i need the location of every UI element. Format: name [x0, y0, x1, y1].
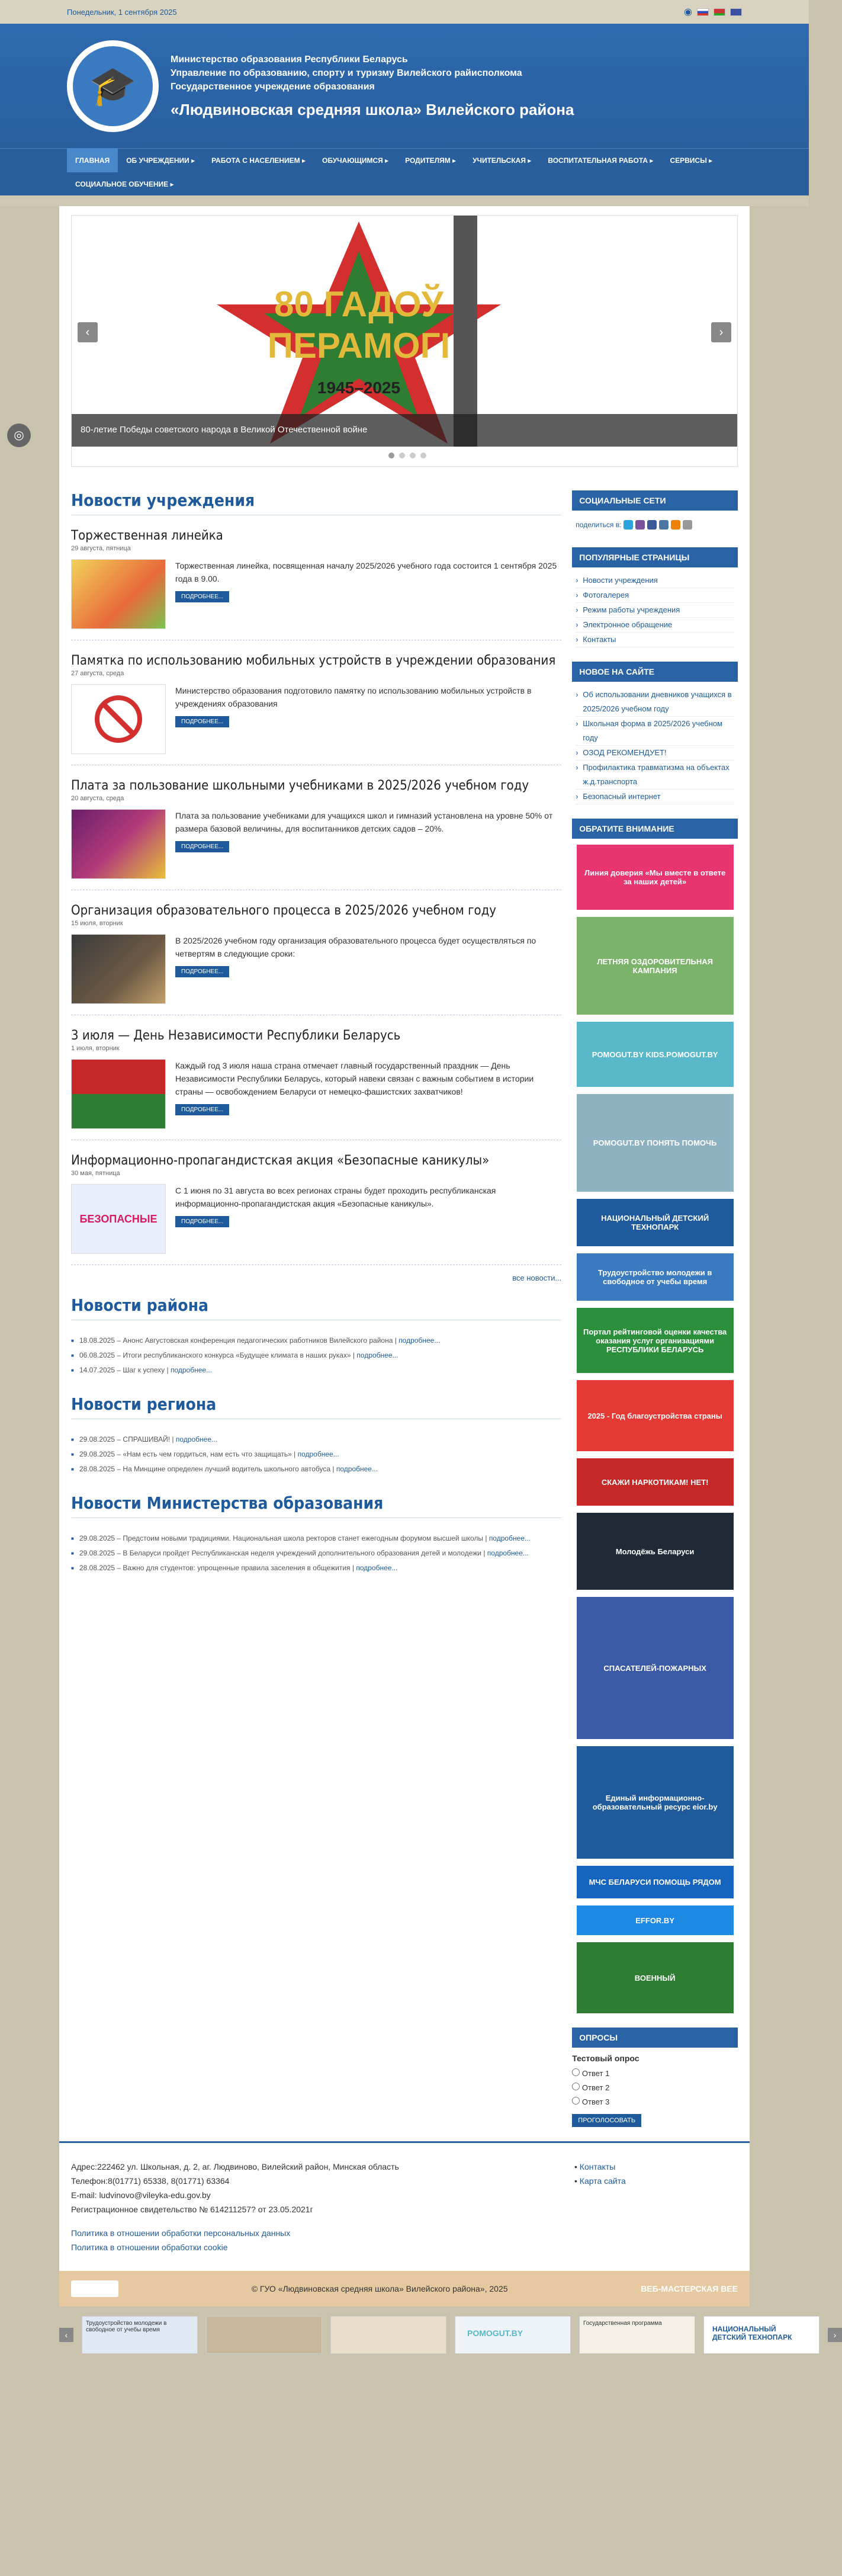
read-more-button[interactable]: ПОДРОБНЕЕ... — [175, 591, 229, 602]
list-item: ■ 18.08.2025 – Анонс Августовская конференция педагогических работников Вилейского района | подробнее... — [71, 1333, 561, 1348]
news-thumbnail[interactable]: БЕЗОПАСНЫЕ — [71, 1184, 166, 1254]
attention-banner[interactable]: POMOGUT.BY KIDS.POMOGUT.BY — [577, 1022, 734, 1087]
district-news-list — [71, 1333, 561, 1378]
news-date: 30 мая, пятница — [71, 1170, 120, 1177]
footer-registration: Регистрационное свидетельство № 614211257? от 23.05.2021г — [71, 2205, 313, 2214]
news-text: Плата за пользование учебниками для учащихся школ и гимназий установлена на уровне 50% от размера базовой величины, для воспитанников детских садов – 20%. — [175, 811, 553, 833]
list-item: ■ 29.08.2025 – В Беларуси пройдет Республиканская неделя учреждений дополнительного образования детей и молодежи | подробнее... — [71, 1546, 561, 1561]
sidebar — [572, 490, 738, 2141]
nav-parents[interactable]: РОДИТЕЛЯМ ▸ — [405, 156, 457, 165]
news-text: Торжественная линейка, посвященная началу 2025/2026 учебного года состоится 1 сентября 2025 года в 9.00. — [175, 561, 557, 583]
telegram-icon[interactable] — [624, 520, 633, 530]
more-link[interactable]: подробнее... — [398, 1336, 441, 1345]
news-date: 27 августа, среда — [71, 670, 124, 677]
news-title[interactable]: 3 июля — День Независимости Республики Беларусь — [71, 1028, 401, 1043]
list-item: ■ 06.08.2025 – Итоги республиканского конкурса «Будущее климата в наших руках» | подробнее... — [71, 1348, 561, 1363]
news-thumbnail[interactable] — [71, 559, 166, 629]
more-link[interactable]: подробнее... — [487, 1549, 529, 1557]
news-text: С 1 июня по 31 августа во всех регионах страны будет проходить республиканская информационно-пропагандистская акция «Безопасные каникулы». — [175, 1186, 496, 1208]
news-title[interactable]: Организация образовательного процесса в 2025/2026 учебном году — [71, 903, 496, 918]
more-link[interactable]: подробнее... — [356, 1564, 398, 1572]
attention-banner[interactable]: Линия доверия «Мы вместе в ответе за наших детей» — [577, 845, 734, 910]
slider — [71, 215, 738, 467]
footer-email[interactable]: E-mail: ludvinovo@vileyka-edu.gov.by — [71, 2190, 211, 2200]
attention-banner[interactable]: ВОЕННЫЙ — [577, 1942, 734, 2013]
current-date: Понедельник, 1 сентября 2025 — [67, 7, 177, 17]
ministry-news-title: Новости Министерства образования — [71, 1493, 561, 1518]
popular-link[interactable]: › Электронное обращение — [576, 618, 734, 633]
read-more-button[interactable]: ПОДРОБНЕЕ... — [175, 1216, 229, 1227]
news-date: 29 августа, пятница — [71, 545, 131, 552]
news-text: Министерство образования подготовило памятку по использованию мобильных устройств в учреждениях образования — [175, 686, 532, 708]
content-wrapper — [59, 206, 750, 2141]
list-item: ■ 29.08.2025 – «Нам есть чем гордиться, нам есть что защищать» | подробнее... — [71, 1447, 561, 1462]
read-more-button[interactable]: ПОДРОБНЕЕ... — [175, 716, 229, 727]
more-link[interactable]: подробнее... — [297, 1450, 339, 1458]
new-link[interactable]: › ОЗОД РЕКОМЕНДУЕТ! — [576, 746, 734, 761]
footer-contacts-link[interactable]: • Контакты — [574, 2160, 626, 2174]
email-icon[interactable] — [683, 520, 692, 530]
carousel-item[interactable] — [330, 2316, 446, 2354]
header-line-1: Министерство образования Республики Беларусь — [171, 54, 408, 65]
list-item: ■ 14.07.2025 – Шаг к успеху | подробнее... — [71, 1363, 561, 1378]
news-item — [71, 528, 561, 640]
school-logo[interactable] — [67, 40, 159, 132]
slide-caption[interactable]: 80-летие Победы советского народа в Великой Отечественной войне — [72, 414, 737, 447]
news-thumbnail[interactable] — [71, 1059, 166, 1129]
footer-address: Адрес:222462 ул. Школьная, д. 2, аг. Людвиново, Вилейский район, Минская область — [71, 2162, 399, 2171]
news-date: 20 августа, среда — [71, 795, 124, 802]
poll-option[interactable]: Ответ 1 — [572, 2067, 738, 2081]
attention-banner[interactable]: Портал рейтинговой оценки качества оказания услуг организациями РЕСПУБЛИКИ БЕЛАРУСЬ — [577, 1308, 734, 1373]
news-text: Каждый год 3 июля наша страна отмечает главный государственный праздник — День Независимости Республики Беларусь, который навеки связан с важным событием в истории страны — освобождением Беларуси от немецко-фашистских захватчиков! — [175, 1061, 534, 1096]
privacy-link[interactable]: Политика в отношении обработки персональных данных — [71, 2228, 291, 2238]
accessibility-icon[interactable]: ◎ — [7, 424, 31, 447]
news-item — [71, 1028, 561, 1140]
site-title: «Людвиновская средняя школа» Вилейского района — [171, 101, 574, 118]
ministry-news-list — [71, 1531, 561, 1576]
region-news-title: Новости региона — [71, 1394, 561, 1419]
nav-teachers[interactable]: УЧИТЕЛЬСКАЯ ▸ — [473, 156, 532, 165]
news-title[interactable]: Плата за пользование школьными учебниками в 2025/2026 учебном году — [71, 778, 529, 793]
attention-banner[interactable]: НАЦИОНАЛЬНЫЙ ДЕТСКИЙ ТЕХНОПАРК — [577, 1199, 734, 1246]
flag-by-icon[interactable] — [714, 8, 725, 16]
svg-text:1945–2025: 1945–2025 — [317, 378, 401, 397]
district-news-title: Новости района — [71, 1295, 561, 1320]
main-nav — [0, 148, 809, 195]
news-item — [71, 1153, 561, 1265]
new-link[interactable]: › Об использовании дневников учащихся в 2025/2026 учебном году — [576, 688, 734, 717]
webmaster-link[interactable]: ВЕБ-МАСТЕРСКАЯ BEE — [641, 2284, 738, 2293]
read-more-button[interactable]: ПОДРОБНЕЕ... — [175, 1104, 229, 1115]
news-thumbnail[interactable] — [71, 934, 166, 1004]
poll-title: ОПРОСЫ — [572, 2028, 738, 2048]
news-date: 15 июля, вторник — [71, 920, 123, 927]
top-bar — [0, 0, 809, 24]
share-bar — [572, 517, 738, 533]
read-more-button[interactable]: ПОДРОБНЕЕ... — [175, 841, 229, 852]
attention-banner[interactable]: EFFOR.BY — [577, 1905, 734, 1935]
vote-button[interactable]: ПРОГОЛОСОВАТЬ — [572, 2114, 641, 2127]
attention-banner[interactable]: POMOGUT.BY ПОНЯТЬ ПОМОЧЬ — [577, 1094, 734, 1192]
social-title: СОЦИАЛЬНЫЕ СЕТИ — [572, 490, 738, 511]
new-link[interactable]: › Профилактика травматизма на объектах ж.д.транспорта — [576, 761, 734, 790]
attention-banner[interactable]: СПАСАТЕЛЕЙ-ПОЖАРНЫХ — [577, 1597, 734, 1739]
list-item: ■ 29.08.2025 – СПРАШИВАЙ! | подробнее... — [71, 1432, 561, 1447]
nav-services[interactable]: СЕРВИСЫ ▸ — [670, 156, 713, 165]
attention-title: ОБРАТИТЕ ВНИМАНИЕ — [572, 819, 738, 839]
news-date: 1 июля, вторник — [71, 1045, 120, 1052]
slider-dot[interactable] — [399, 453, 405, 458]
more-link[interactable]: подробнее... — [356, 1351, 398, 1359]
more-link[interactable]: подробнее... — [170, 1366, 213, 1374]
svg-text:80 ГАДОЎ: 80 ГАДОЎ — [274, 284, 444, 324]
news-title[interactable]: Информационно-пропагандистская акция «Безопасные каникулы» — [71, 1153, 490, 1168]
region-news-list — [71, 1432, 561, 1477]
footer-phone: Телефон:8(01771) 65338, 8(01771) 63364 — [71, 2176, 230, 2186]
nav-home[interactable]: ГЛАВНАЯ — [67, 149, 118, 172]
popular-link[interactable]: › Контакты — [576, 633, 734, 647]
poll-question: Тестовый опрос — [572, 2054, 639, 2063]
footer-sitemap-link[interactable]: • Карта сайта — [574, 2174, 626, 2188]
flag-en-icon[interactable] — [730, 8, 742, 16]
nav-social[interactable]: СОЦИАЛЬНОЕ ОБУЧЕНИЕ ▸ — [75, 180, 174, 188]
list-item: ■ 28.08.2025 – Важно для студентов: упрощенные правила заселения в общежития | подробнее... — [71, 1561, 561, 1576]
viber-icon[interactable] — [635, 520, 645, 530]
slider-prev-button[interactable]: ‹ — [78, 322, 98, 342]
news-section-title: Новости учреждения — [71, 490, 561, 515]
news-thumbnail[interactable] — [71, 809, 166, 879]
attention-banner[interactable]: МЧС БЕЛАРУСИ ПОМОЩЬ РЯДОМ — [577, 1866, 734, 1898]
header-line-2: Управление по образованию, спорту и туризму Вилейского райисполкома — [171, 68, 522, 78]
slider-dot[interactable] — [388, 453, 394, 458]
victory-banner-image — [193, 216, 525, 447]
graduation-cap-icon: 🎓 — [73, 46, 153, 126]
news-thumbnail[interactable] — [71, 684, 166, 754]
nav-students[interactable]: ОБУЧАЮЩИМСЯ ▸ — [322, 156, 389, 165]
site-header — [0, 24, 809, 148]
carousel-item[interactable]: НАЦИОНАЛЬНЫЙ ДЕТСКИЙ ТЕХНОПАРК — [703, 2316, 819, 2354]
copyright-bar — [59, 2271, 750, 2306]
new-title: НОВОЕ НА САЙТЕ — [572, 662, 738, 682]
carousel-item[interactable]: Трудоустройство молодежи в свободное от учебы время — [82, 2316, 198, 2354]
carousel-item[interactable]: Государственная программа — [579, 2316, 695, 2354]
read-more-button[interactable]: ПОДРОБНЕЕ... — [175, 966, 229, 977]
copyright-text: © ГУО «Людвиновская средняя школа» Вилейского района», 2025 — [251, 2284, 508, 2293]
header-line-3: Государственное учреждение образования — [171, 82, 375, 92]
popular-link[interactable]: › Режим работы учреждения — [576, 603, 734, 618]
news-item — [71, 778, 561, 890]
facebook-icon[interactable] — [647, 520, 657, 530]
nav-about[interactable]: ОБ УЧРЕЖДЕНИИ ▸ — [126, 156, 195, 165]
popular-title: ПОПУЛЯРНЫЕ СТРАНИЦЫ — [572, 547, 738, 567]
main-column — [71, 490, 561, 2141]
all-news-link[interactable]: все новости... — [512, 1273, 562, 1282]
news-title[interactable]: Торжественная линейка — [71, 528, 223, 543]
eye-icon[interactable]: ◉ — [684, 7, 692, 17]
popular-link[interactable]: › Фотогалерея — [576, 588, 734, 603]
footer-logo[interactable] — [71, 2280, 118, 2297]
list-item: ■ 28.08.2025 – На Минщине определен лучший водитель школьного автобуса | подробнее... — [71, 1462, 561, 1477]
carousel-item[interactable] — [206, 2316, 322, 2354]
ok-icon[interactable] — [671, 520, 680, 530]
attention-banner[interactable]: Молодёжь Беларуси — [577, 1513, 734, 1590]
attention-banner[interactable]: ЛЕТНЯЯ ОЗДОРОВИТЕЛЬНАЯ КАМПАНИЯ — [577, 917, 734, 1015]
poll-option[interactable]: Ответ 3 — [572, 2095, 738, 2109]
news-item — [71, 653, 561, 765]
carousel-item[interactable]: POMOGUT.BY — [455, 2316, 571, 2354]
slider-dots — [388, 453, 426, 458]
list-item: ■ 29.08.2025 – Предстоим новыми традициями. Национальная школа ректоров станет ежегодным форумом высшей школы | подробнее... — [71, 1531, 561, 1546]
slider-dot[interactable] — [410, 453, 416, 458]
flag-ru-icon[interactable] — [697, 8, 709, 16]
slider-dot[interactable] — [420, 453, 426, 458]
footer — [59, 2141, 750, 2271]
more-link[interactable]: подробнее... — [175, 1435, 217, 1443]
attention-banner[interactable]: 2025 - Год благоустройства страны — [577, 1380, 734, 1451]
new-link[interactable]: › Безопасный интернет — [576, 790, 734, 804]
poll-option[interactable]: Ответ 2 — [572, 2081, 738, 2095]
attention-banner[interactable]: СКАЖИ НАРКОТИКАМ! НЕТ! — [577, 1458, 734, 1506]
more-link[interactable]: подробнее... — [489, 1534, 531, 1542]
nav-population[interactable]: РАБОТА С НАСЕЛЕНИЕМ ▸ — [211, 156, 306, 165]
news-title[interactable]: Памятка по использованию мобильных устройств в учреждении образования — [71, 653, 556, 668]
cookie-link[interactable]: Политика в отношении обработки cookie — [71, 2243, 228, 2252]
attention-banner[interactable]: Единый информационно-образовательный ресурс eior.by — [577, 1746, 734, 1859]
carousel-next-button[interactable]: › — [828, 2328, 842, 2342]
slider-next-button[interactable]: › — [711, 322, 731, 342]
news-text: В 2025/2026 учебном году организация образовательного процесса будет осуществляться по четвертям в следующие сроки: — [175, 936, 536, 958]
more-link[interactable]: подробнее... — [336, 1465, 378, 1473]
attention-banner[interactable]: Трудоустройство молодежи в свободное от учебы время — [577, 1253, 734, 1301]
news-item — [71, 903, 561, 1015]
popular-link[interactable]: › Новости учреждения — [576, 573, 734, 588]
nav-upbringing[interactable]: ВОСПИТАТЕЛЬНАЯ РАБОТА ▸ — [548, 156, 654, 165]
svg-text:ПЕРАМОГІ: ПЕРАМОГІ — [267, 326, 451, 365]
poll — [572, 2028, 738, 2127]
carousel-prev-button[interactable]: ‹ — [59, 2328, 73, 2342]
new-link[interactable]: › Школьная форма в 2025/2026 учебном году — [576, 717, 734, 746]
vk-icon[interactable] — [659, 520, 669, 530]
share-label: поделиться в: — [576, 521, 622, 529]
partner-carousel — [59, 2312, 837, 2357]
